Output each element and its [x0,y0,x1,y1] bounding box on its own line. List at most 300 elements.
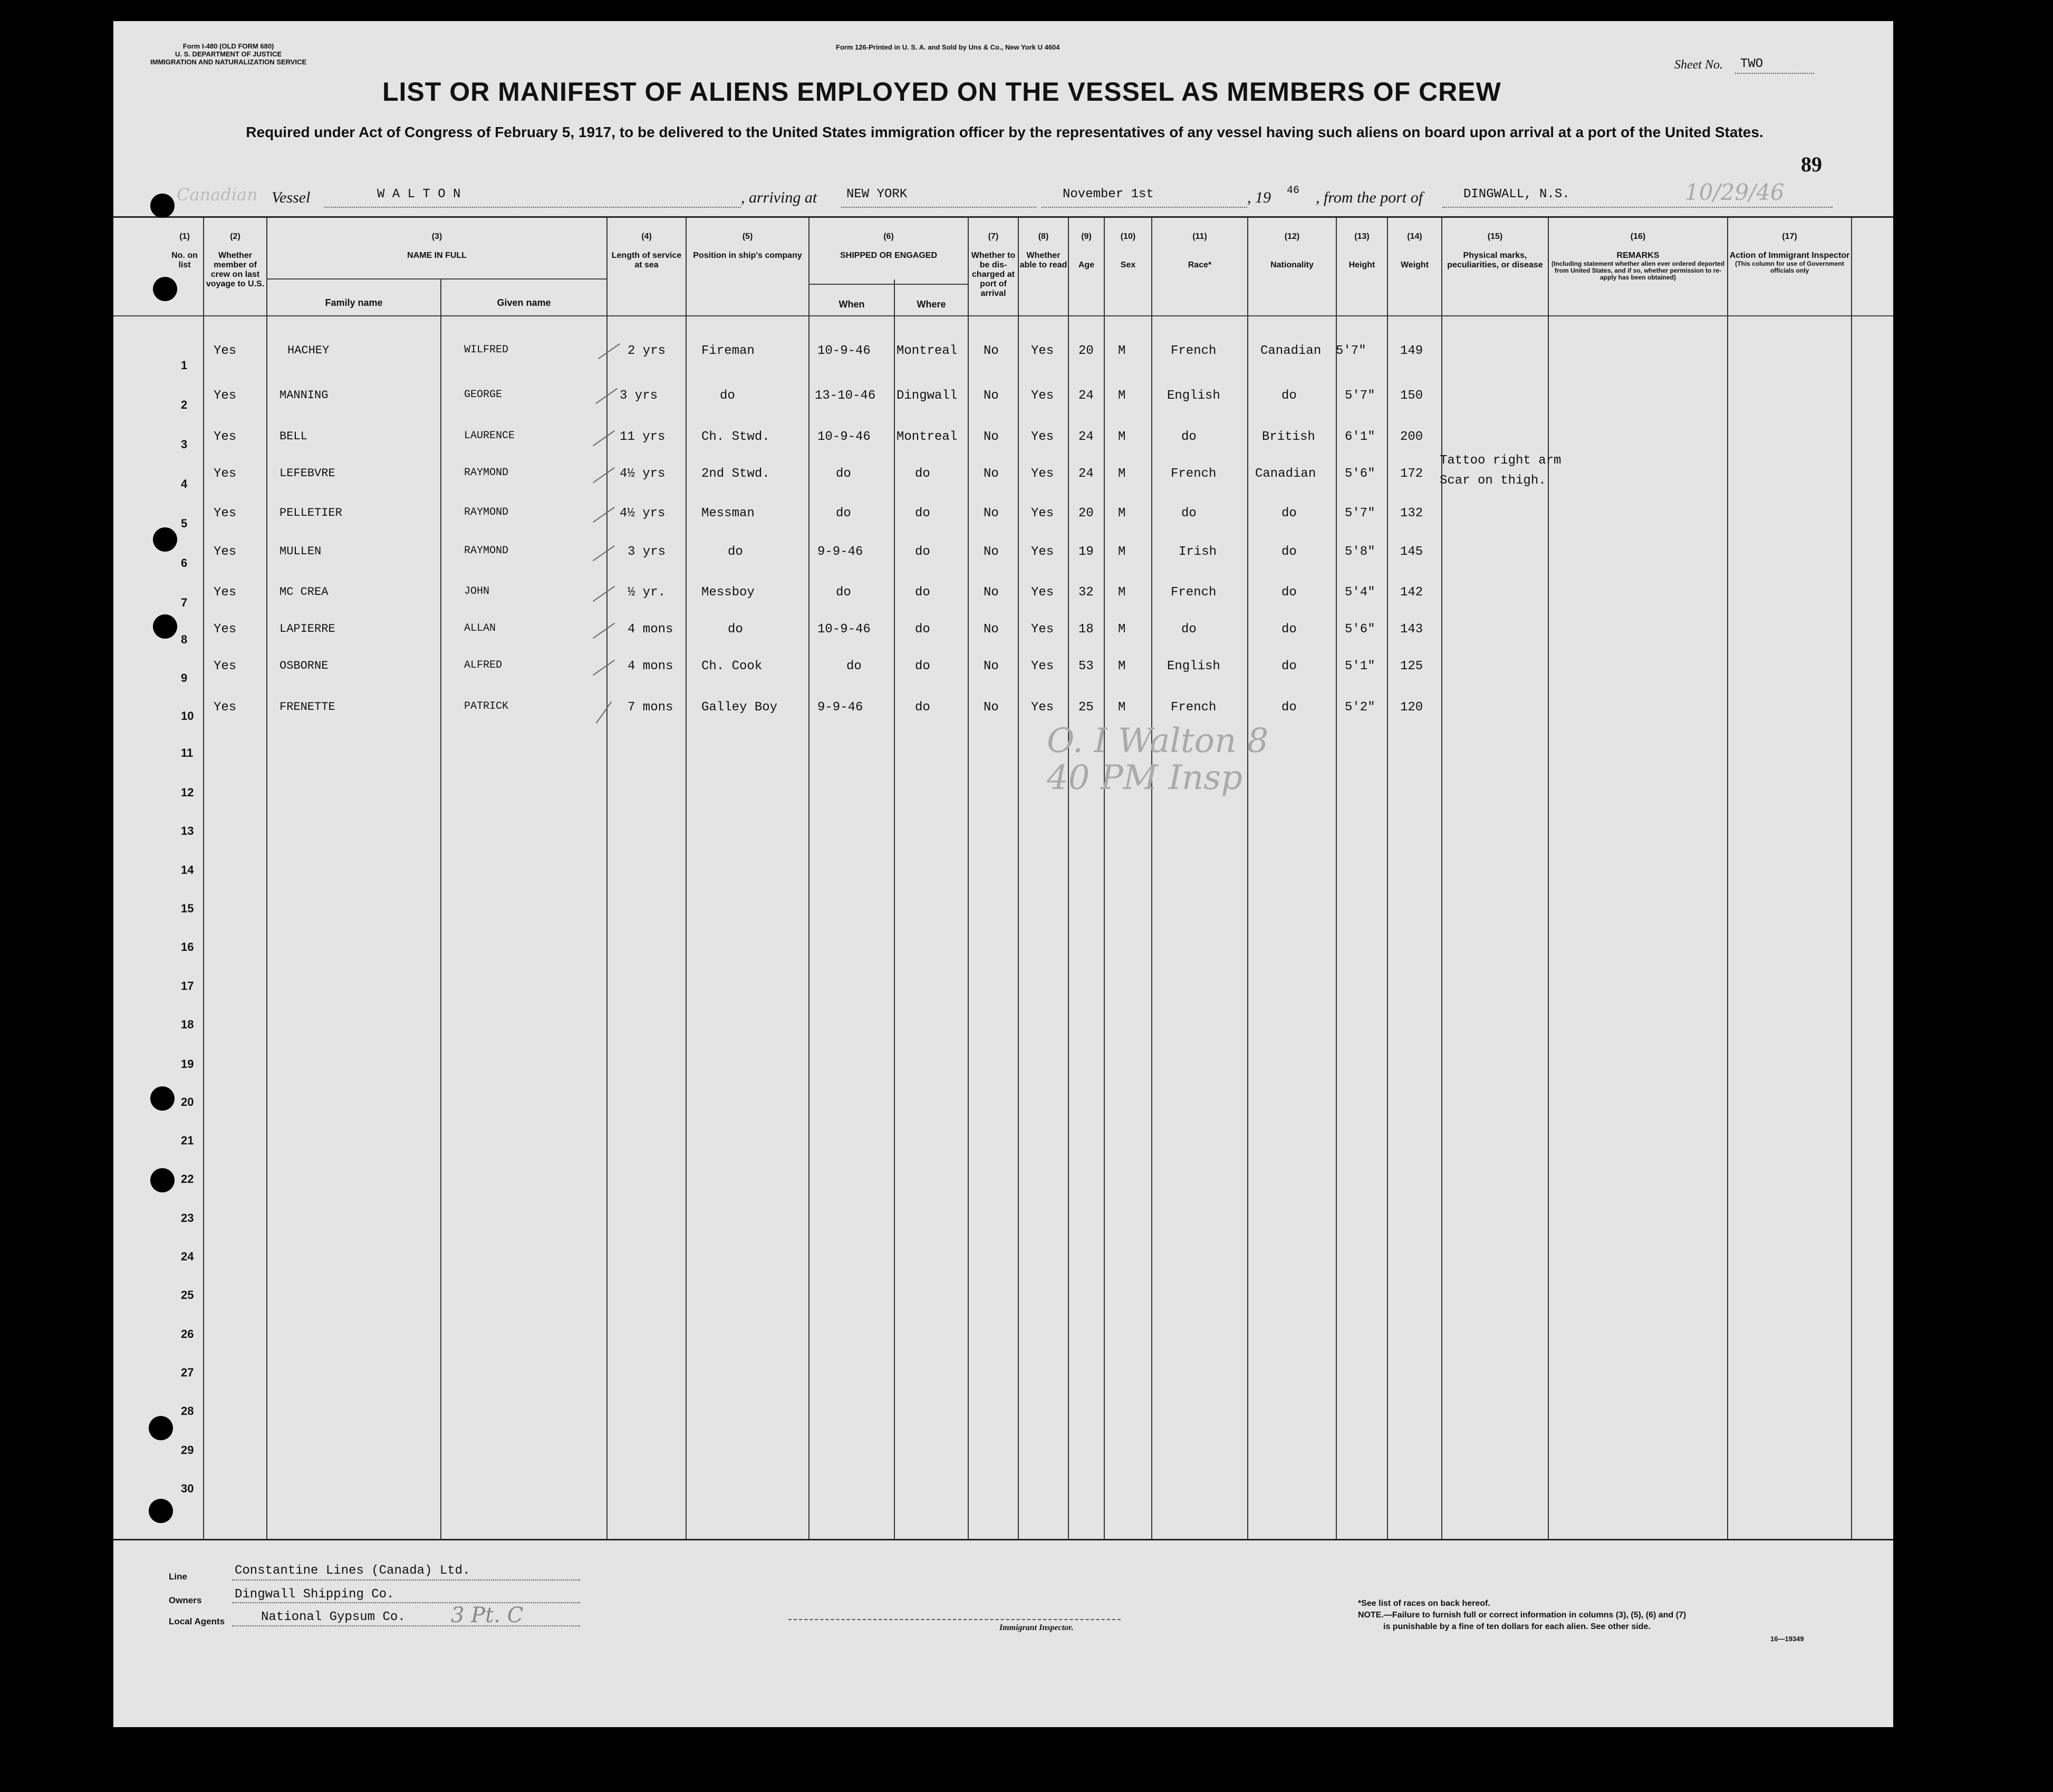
position: do [728,622,743,637]
given-name: PATRICK [464,700,509,712]
last-voyage: Yes [214,622,237,637]
sheet-number-label: Sheet No. [1674,58,1723,72]
row-number: 8 [181,633,188,646]
row-number: 5 [181,517,188,530]
where: do [915,622,930,637]
arriving-line [841,207,1036,208]
nationality: do [1281,622,1297,637]
given-name: RAYMOND [464,467,509,479]
discharged: No [984,545,999,559]
given-name: ALFRED [464,659,503,671]
where: Montreal [897,344,958,358]
arriving-value: NEW YORK [846,187,908,201]
where: Montreal [897,430,958,444]
printer-line: Form 126-Printed in U. S. A. and Sold by Uns & Co., New York U 4604 [836,43,1060,51]
from-label: , from the port of [1316,189,1423,206]
discharged: No [984,467,999,481]
page-number: 89 [1801,152,1822,176]
when: do [836,585,851,600]
nationality: do [1281,700,1297,715]
col-label: REMARKS [1616,251,1660,260]
row-number: 14 [181,863,194,876]
sheet-number-value: TWO [1740,57,1763,71]
where: do [915,585,930,600]
form-id [150,42,306,66]
row-number: 27 [181,1366,194,1379]
family-name: MULLEN [279,545,322,558]
able-to-read: Yes [1031,585,1054,600]
last-voyage: Yes [214,585,237,600]
col-header-2 [204,232,266,289]
agents-value: National Gypsum Co. [261,1610,406,1624]
vessel-label: Vessel [272,189,311,206]
col-sep [1336,218,1337,1539]
age: 32 [1078,585,1094,600]
able-to-read: Yes [1031,506,1054,521]
row-number: 15 [181,902,194,915]
discharged: No [984,344,999,358]
discharged: No [984,700,999,715]
height: 5'7" [1345,389,1375,403]
col-sep [808,218,809,1539]
name-subhead-line [266,278,606,280]
row-number: 28 [181,1404,194,1418]
arrival-date: November 1st [1063,187,1154,201]
where: do [915,545,930,559]
last-voyage: Yes [214,467,237,481]
given-name: WILFRED [464,344,509,356]
row-number: 21 [181,1134,194,1147]
inspector-signature-line [788,1619,1121,1620]
owners-dots [232,1602,580,1603]
col-sep [1727,218,1728,1539]
row-number: 24 [181,1250,194,1263]
col-num: (7) [988,232,999,241]
row-number: 11 [181,746,194,759]
col-header-4 [608,232,686,270]
height: 5'1" [1345,659,1375,673]
row-number: 20 [181,1095,194,1109]
col-header-12 [1248,232,1336,270]
nationality: do [1281,389,1297,403]
age: 19 [1078,545,1094,559]
col-sep [968,218,969,1539]
race: French [1171,700,1217,715]
weight: 150 [1400,389,1423,403]
col-header-3 [267,232,606,261]
row-number: 2 [181,398,188,411]
col-label: Nationality [1270,261,1314,269]
nationality: Canadian [1255,467,1316,481]
handwritten-date: 10/29/46 [1685,179,1785,205]
nationality: do [1281,659,1297,673]
col-num: (3) [431,232,442,241]
discharged: No [984,506,999,521]
row-number: 23 [181,1211,194,1225]
able-to-read: Yes [1031,700,1054,715]
nationality: do [1281,545,1297,559]
year-value: 46 [1287,185,1300,197]
nationality: Canadian [1260,344,1322,358]
row-number: 12 [181,786,194,799]
col-label: Whether to be dis-charged at port of arrival [971,251,1016,298]
height: 5'4" [1345,585,1375,600]
position: do [728,545,743,559]
able-to-read: Yes [1031,430,1054,444]
service: 4½ yrs [620,467,666,481]
nationality: do [1281,506,1297,521]
col-sep [606,218,608,1539]
position: Galley Boy [701,700,778,715]
last-voyage: Yes [214,545,237,559]
check-mark [598,343,620,359]
race: English [1167,659,1220,673]
vessel-value: W A L T O N [377,187,461,201]
physical-marks: Tattoo right arm [1440,454,1562,468]
form-code: 16—19349 [1770,1635,1804,1643]
row-number: 18 [181,1018,194,1031]
footer-notes [1358,1598,1686,1633]
age: 24 [1078,389,1094,403]
col-num: (12) [1284,232,1300,241]
discharged: No [984,430,999,444]
binder-hole [153,614,177,639]
check-mark [596,701,612,724]
when: do [836,467,851,481]
row-number: 7 [181,596,188,609]
position: Fireman [701,344,755,358]
col-header-17 [1728,232,1851,274]
sex: M [1118,585,1126,600]
vessel-line [324,207,741,208]
form-id-line1: Form I-480 (OLD FORM 680) [182,42,274,50]
height: 6'1" [1345,430,1375,444]
row-number: 13 [181,824,194,837]
given-name: RAYMOND [464,506,509,518]
where: Dingwall [897,389,958,403]
race: do [1181,622,1197,637]
col-label: Weight [1400,261,1429,269]
col-sep [686,218,687,1539]
line-label: Line [169,1572,187,1582]
arriving-label: , arriving at [741,189,817,206]
col-label: SHIPPED OR ENGAGED [840,251,938,260]
race-note: *See list of races on back hereof. [1358,1599,1490,1608]
service: 4½ yrs [620,506,666,521]
when: 10-9-46 [817,622,871,637]
position: Messboy [701,585,755,600]
family-name: LEFEBVRE [279,467,335,480]
col-num: (16) [1630,232,1646,241]
able-to-read: Yes [1031,467,1054,481]
col-header-6 [809,232,968,261]
weight: 200 [1400,430,1423,444]
given-name-subhead: Given name [497,297,551,308]
service: ½ yr. [628,585,666,600]
check-mark [593,586,615,602]
able-to-read: Yes [1031,344,1054,358]
col-label: Sex [1120,261,1136,269]
weight: 149 [1400,344,1423,358]
position: Messman [701,506,755,521]
weight: 132 [1400,506,1423,521]
given-name: JOHN [464,585,490,598]
from-line [1442,207,1833,208]
last-voyage: Yes [214,430,237,444]
race: French [1171,344,1217,358]
col-num: (9) [1081,232,1092,241]
col-sep [1548,218,1549,1539]
when: 10-9-46 [817,344,871,358]
row-number: 6 [181,556,188,570]
discharged: No [984,585,999,600]
given-name: LAURENCE [464,430,515,442]
col-header-14 [1388,232,1441,270]
col-label: No. on list [171,251,198,269]
weight: 145 [1400,545,1423,559]
check-mark [593,507,615,523]
check-mark [593,623,615,639]
binder-hole [150,1168,175,1192]
where-subhead: Where [917,299,946,310]
check-mark [593,545,615,561]
col-sep [1247,218,1248,1539]
given-name: ALLAN [464,622,496,634]
weight: 120 [1400,700,1423,715]
sex: M [1118,467,1126,481]
age: 24 [1078,467,1094,481]
service: 2 yrs [628,344,666,358]
where: do [915,506,930,521]
where: do [915,467,930,481]
row-number: 29 [181,1443,194,1457]
family-name: PELLETIER [279,506,342,519]
col-num: (1) [179,232,190,241]
age: 53 [1078,659,1094,673]
age: 25 [1078,700,1094,715]
service: 4 mons [628,622,673,637]
able-to-read: Yes [1031,545,1054,559]
manifest-sheet [113,21,1893,1727]
service: 4 mons [628,659,673,673]
when: do [846,659,862,673]
position: 2nd Stwd. [701,467,770,481]
line-dots [232,1579,580,1581]
line-value: Constantine Lines (Canada) Ltd. [235,1564,470,1578]
fine-note-cont: is punishable by a fine of ten dollars for each alien. See other side. [1383,1622,1651,1631]
col-header-7 [969,232,1018,298]
last-voyage: Yes [214,659,237,673]
col-num: (17) [1782,232,1797,241]
row-number: 25 [181,1288,194,1302]
col-header-16 [1549,232,1727,281]
col-num: (13) [1354,232,1370,241]
col-sep [1441,218,1442,1539]
row-number: 4 [181,477,188,490]
fine-note: NOTE.—Failure to furnish full or correct information in columns (3), (5), (6) and (7) [1358,1611,1686,1620]
age: 18 [1078,622,1094,637]
col-num: (6) [883,232,894,241]
height: 5'7" [1345,506,1375,521]
col-label: Race* [1188,261,1212,269]
service: 7 mons [628,700,673,715]
form-id-line2: U. S. DEPARTMENT OF JUSTICE [175,50,282,58]
family-name: LAPIERRE [279,622,335,635]
binder-hole [150,194,175,218]
col-label: Height [1348,261,1375,269]
last-voyage: Yes [214,344,237,358]
inspector-label: Immigrant Inspector. [999,1623,1074,1632]
sex: M [1118,389,1126,403]
given-name: RAYMOND [464,545,509,557]
when: 9-9-46 [817,700,863,715]
col-label: Whether member of crew on last voyage to U.S. [206,251,265,288]
binder-hole [149,1499,173,1523]
row-number: 9 [181,671,188,685]
col-label: Length of service at sea [611,251,682,269]
height: 5'7" [1336,344,1366,358]
family-name: BELL [279,430,307,443]
family-name: MC CREA [279,585,329,599]
height: 5'2" [1345,700,1375,715]
nationality: British [1262,430,1315,444]
binder-hole [153,527,177,552]
table-top-border [113,216,1893,218]
inspector-stamp: O. I Walton 8 40 PM Insp [1047,721,1269,797]
given-name: GEORGE [464,389,503,401]
when: 10-9-46 [817,430,871,444]
margin-handwriting: Canadian [177,185,258,205]
position: do [720,389,735,403]
weight: 142 [1400,585,1423,600]
binder-hole [150,1086,175,1111]
col-header-10 [1105,232,1151,270]
col-sep [203,218,204,1539]
when: do [836,506,851,521]
family-name: FRENETTE [279,700,335,714]
col-num: (10) [1120,232,1136,241]
sex: M [1118,659,1126,673]
col-sep [1104,218,1105,1539]
position: Ch. Stwd. [701,430,770,444]
height: 5'8" [1345,545,1375,559]
col-sep [1851,218,1852,1539]
col-label: NAME IN FULL [407,251,467,260]
when-subhead: When [838,299,865,310]
physical-marks: Scar on thigh. [1440,474,1546,488]
year-prefix: , 19 [1247,189,1271,206]
service: 11 yrs [620,430,666,444]
col-header-9 [1069,232,1104,270]
able-to-read: Yes [1031,389,1054,403]
col-sep [266,218,267,1539]
owners-value: Dingwall Shipping Co. [235,1587,394,1602]
able-to-read: Yes [1031,659,1054,673]
sex: M [1118,545,1126,559]
agents-label: Local Agents [169,1616,225,1626]
service: 3 yrs [620,389,658,403]
height: 5'6" [1345,467,1375,481]
col-label: Action of Immigrant Inspector [1729,251,1850,260]
date-line [1042,207,1247,208]
col-sep [440,280,441,1539]
able-to-read: Yes [1031,622,1054,637]
col-header-13 [1337,232,1387,270]
shipped-subhead-line [808,284,968,285]
weight: 125 [1400,659,1423,673]
discharged: No [984,389,999,403]
col-header-11 [1152,232,1247,270]
col-header-1 [166,232,203,270]
col-sep [1068,218,1069,1539]
sex: M [1118,344,1126,358]
family-name: MANNING [279,389,329,402]
when: 13-10-46 [815,389,876,403]
agents-dots [232,1625,580,1626]
race: Irish [1179,545,1217,559]
age: 20 [1078,344,1094,358]
nationality: do [1281,585,1297,600]
weight: 143 [1400,622,1423,637]
action-note: (This column for use of Government officials only [1735,260,1844,274]
row-number: 19 [181,1057,194,1071]
form-id-line3: IMMIGRATION AND NATURALIZATION SERVICE [150,58,307,66]
binder-hole [149,1416,173,1440]
sex: M [1118,622,1126,637]
col-num: (4) [641,232,652,241]
age: 24 [1078,430,1094,444]
where: do [915,659,930,673]
page-subtitle: Required under Act of Congress of February 5, 1917, to be delivered to the United States immigration officer by the representatives of any vessel having such aliens on board upon arrival at a port of the United States. [246,124,1763,140]
row-number: 30 [181,1482,194,1495]
check-mark [593,430,615,446]
family-name-subhead: Family name [325,297,383,308]
col-header-5 [687,232,808,261]
col-num: (14) [1407,232,1422,241]
weight: 172 [1400,467,1423,481]
discharged: No [984,659,999,673]
race: French [1171,585,1217,600]
agents-handwritten: 3 Pt. C [451,1603,524,1627]
col-label: Physical marks, peculiarities, or disease [1447,251,1543,269]
table-bottom-border [113,1539,1893,1540]
service: 3 yrs [628,545,666,559]
col-num: (2) [230,232,240,241]
race: English [1167,389,1220,403]
row-number: 3 [181,438,188,451]
row-number: 10 [181,709,194,722]
row-number: 1 [181,359,188,372]
row-number: 26 [181,1327,194,1341]
col-sep [1387,218,1388,1539]
col-label: Age [1078,261,1095,269]
race: do [1181,506,1197,521]
family-name: HACHEY [287,344,330,357]
age: 20 [1078,506,1094,521]
binder-hole [153,277,177,301]
row-number: 22 [181,1172,194,1186]
col-num: (8) [1038,232,1049,241]
owners-label: Owners [169,1595,202,1605]
last-voyage: Yes [214,700,237,715]
col-sep [1151,218,1152,1539]
family-name: OSBORNE [279,659,329,672]
col-label: Position in ship's company [693,251,802,260]
col-num: (5) [742,232,753,241]
check-mark [593,660,615,676]
col-label: Whether able to read [1019,251,1067,269]
race: do [1181,430,1197,444]
